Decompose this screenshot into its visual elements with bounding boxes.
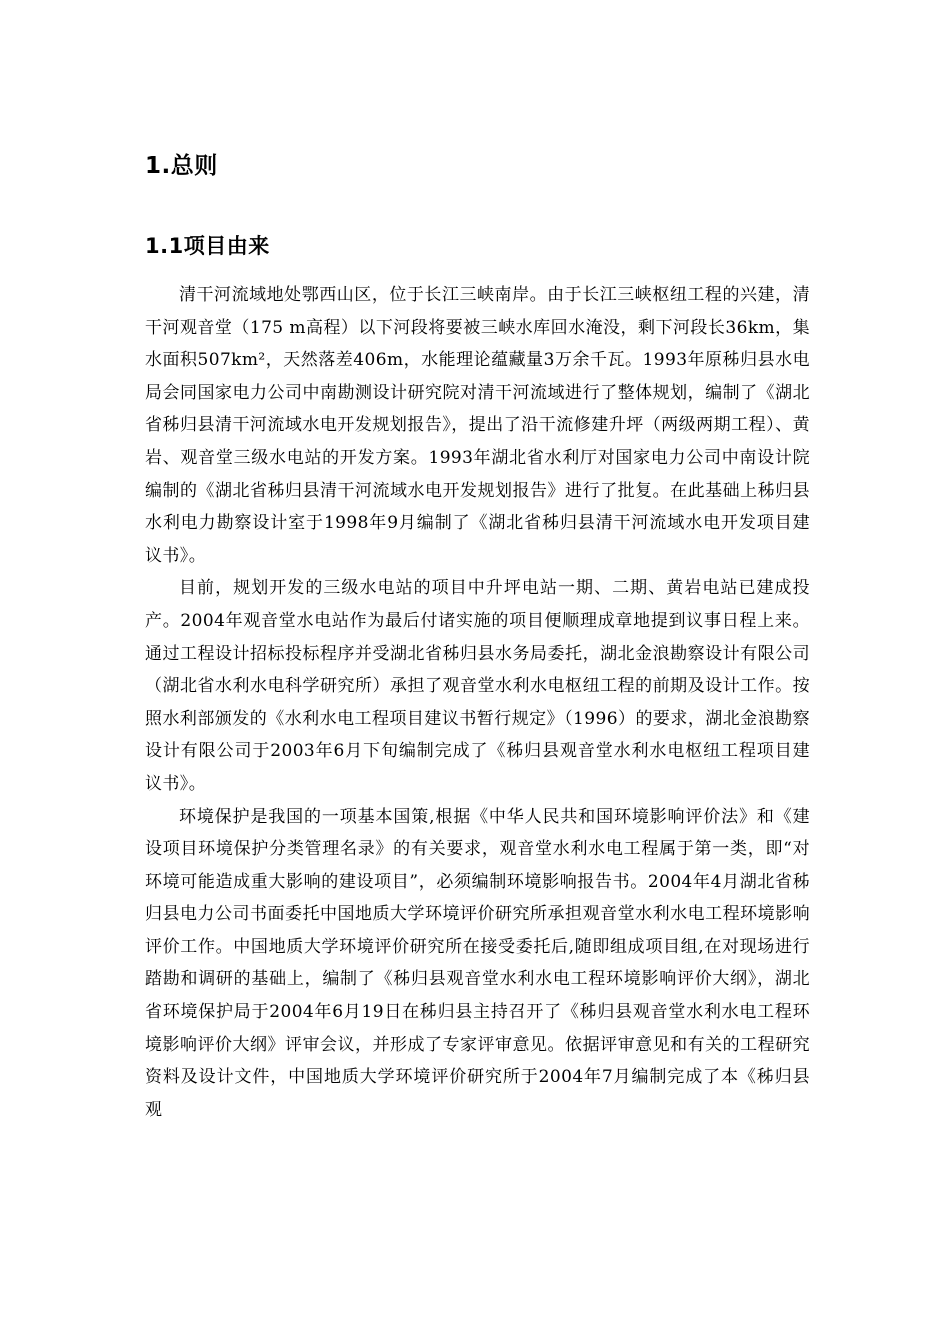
body-text [145, 279, 810, 1126]
subsection-heading: 1.1项目由来 [145, 234, 270, 258]
paragraph-current-status: 目前，规划开发的三级水电站的项目中升坪电站一期、二期、黄岩电站已建成投产。2004年观音堂水电站作为最后付诸实施的项目便顺理成章地提到议事日程上来。通过工程设计招标投标程序并受湖北省秭归县水务局委托，湖北金浪勘察设计有限公司（湖北省水利水电科学研究所）承担了观音堂水利水电枢纽工程的前期及设计工作。按照水利部颁发的《水利水电工程项目建议书暂行规定》（1996）的要求，湖北金浪勘察设计有限公司于2003年6月下旬编制完成了《秭归县观音堂水利水电枢纽工程项目建议书》。 [145, 578, 810, 794]
page-content [145, 148, 810, 1126]
paragraph-project-background: 清干河流域地处鄂西山区，位于长江三峡南岸。由于长江三峡枢纽工程的兴建，清干河观音堂（175 m高程）以下河段将要被三峡水库回水淹没，剩下河段长36km，集水面积507km²，天然落差406m，水能理论蕴藏量3万余千瓦。1993年原秭归县水电局会同国家电力公司中南勘测设计研究院对清干河流域进行了整体规划，编制了《湖北省秭归县清干河流域水电开发规划报告》，提出了沿干流修建升坪（两级两期工程）、黄岩、观音堂三级水电站的开发方案。1993年湖北省水利厅对国家电力公司中南设计院编制的《湖北省秭归县清干河流域水电开发规划报告》进行了批复。在此基础上秭归县水利电力勘察设计室于1998年9月编制了《湖北省秭归县清干河流域水电开发项目建议书》。 [145, 285, 810, 566]
section-heading: 1.总则 [145, 153, 218, 179]
paragraph-environmental-assessment: 环境保护是我国的一项基本国策,根据《中华人民共和国环境影响评价法》和《建设项目环境保护分类管理名录》的有关要求，观音堂水利水电工程属于第一类，即“对环境可能造成重大影响的建设项目”，必须编制环境影响报告书。2004年4月湖北省秭归县电力公司书面委托中国地质大学环境评价研究所承担观音堂水利水电工程环境影响评价工作。中国地质大学环境评价研究所在接受委托后,随即组成项目组,在对现场进行踏勘和调研的基础上，编制了《秭归县观音堂水利水电工程环境影响评价大纲》，湖北省环境保护局于2004年6月19日在秭归县主持召开了《秭归县观音堂水利水电工程环境影响评价大纲》评审会议，并形成了专家评审意见。依据评审意见和有关的工程研究资料及设计文件，中国地质大学环境评价研究所于2004年7月编制完成了本《秭归县观 [145, 806, 810, 1120]
